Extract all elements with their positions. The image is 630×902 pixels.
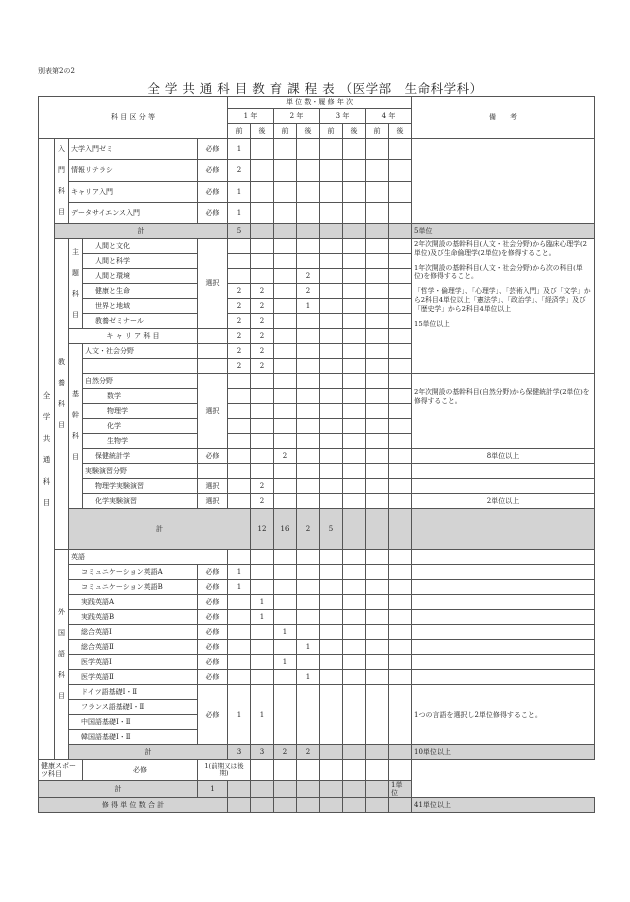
table-row: 化学実験演習 選択 2 2単位以上	[39, 494, 595, 509]
term-header: 後	[251, 124, 274, 139]
table-row	[39, 239, 595, 254]
vertical-char: 目	[72, 453, 79, 461]
term-header: 前	[320, 124, 343, 139]
req-type: 選択	[198, 494, 228, 509]
table-row: 総合英語Ⅰ 必修 1	[39, 625, 595, 640]
table-row: 医学英語Ⅰ 必修 1	[39, 655, 595, 670]
note-text: 「哲学・倫理学」、「心理学」、「芸術入門」及び「文学」から2科目4単位以上「憲法学」、「政治学」、「経済学」及び「歴史学」から2科目4単位以上	[414, 287, 591, 313]
vertical-char: 科	[72, 432, 79, 440]
vertical-char: 門	[58, 166, 65, 174]
vertical-char: 語	[58, 650, 65, 659]
vertical-char: 科	[58, 400, 65, 409]
kikan-label	[69, 344, 83, 509]
note-text: 2単位以上	[412, 494, 595, 509]
req-type: 必修	[198, 580, 228, 595]
page-title: 全 学 共 通 科 目 教 育 課 程 表 （医学部 生命科学科）	[147, 81, 483, 96]
subtotal-row: 計 12 16 2 5	[39, 509, 595, 550]
year4-header: 4 年	[366, 109, 412, 124]
course-group: 実験演習分野	[83, 464, 198, 479]
table-row: 健康と生命 2 2 2	[39, 284, 595, 299]
table-row: 基 幹 科 目 人文・社会分野 2 2	[39, 344, 595, 359]
vertical-char: 目	[42, 498, 51, 508]
course-group: 英語	[69, 550, 228, 565]
unit-cell: 1	[228, 181, 251, 202]
table-row: 物理学実験演習 選択 2	[39, 479, 595, 494]
req-type: 必修	[198, 202, 228, 223]
vertical-char: 科	[58, 187, 65, 195]
vertical-char: 科	[72, 289, 79, 298]
course-name: 情報リテラシ	[69, 160, 198, 181]
course-name: コミュニケーション英語B	[69, 580, 198, 595]
gaikoku-label	[55, 550, 69, 760]
course-name: 医学英語Ⅱ	[69, 670, 198, 685]
units-header: 単 位 数・履 修 年 次	[228, 97, 412, 109]
course-name: ドイツ語基礎Ⅰ・Ⅱ	[69, 685, 198, 700]
table-row: 実践英語A 必修 1	[39, 595, 595, 610]
page-number: 別表第2の2	[38, 67, 75, 75]
course-name: 物理学実験演習	[83, 479, 198, 494]
req-type: 必修	[198, 685, 228, 745]
course-name: 世界と地域	[83, 299, 198, 314]
course-name: 健康スポーツ科目	[39, 760, 83, 781]
course-name: フランス語基礎Ⅰ・Ⅱ	[69, 700, 198, 715]
course-name: 化学	[83, 419, 198, 434]
note-text: 8単位以上	[412, 449, 595, 464]
req-type: 必修	[198, 449, 228, 464]
header-row-1	[39, 97, 595, 109]
term-header: 前	[228, 124, 251, 139]
table-row: ドイツ語基礎Ⅰ・Ⅱ 必修 1 1 1つの言語を選択し2単位修得すること。	[39, 685, 595, 700]
table-row: キ ャ リ ア 科 目 2 2	[39, 329, 595, 344]
vertical-char: 目	[58, 692, 65, 701]
zenkyo-label	[39, 139, 55, 760]
vertical-char: 科	[42, 476, 51, 486]
req-type: 必修	[198, 160, 228, 181]
course-name: 中国語基礎Ⅰ・Ⅱ	[69, 715, 198, 730]
vertical-char: 国	[58, 629, 65, 638]
table-row: 総合英語Ⅱ 必修 1	[39, 640, 595, 655]
unit-cell: 5	[228, 224, 251, 239]
table-row: 世界と地域 2 2 1	[39, 299, 595, 314]
lang-note: 1つの言語を選択し2単位修得すること。	[412, 685, 595, 745]
subtotal-label: 計	[69, 745, 228, 760]
course-name: 健康と生命	[83, 284, 198, 299]
note-text: 1年次開設の基幹科目(人文・社会分野)から次の科目(単位)を修得すること。	[414, 263, 583, 281]
course-name: 総合英語Ⅱ	[69, 640, 198, 655]
course-name: 化学実験演習	[83, 494, 198, 509]
course-name: 人間と環境	[83, 269, 198, 284]
course-name: キ ャ リ ア 科 目	[69, 329, 198, 344]
year2-header: 2 年	[274, 109, 320, 124]
table-row: 人間と環境 2	[39, 269, 595, 284]
note-text: 15単位以上	[414, 319, 450, 328]
req-type: 必修	[198, 610, 228, 625]
req-type: 必修	[198, 640, 228, 655]
req-type: 必修	[198, 565, 228, 580]
req-type: 選択	[198, 239, 228, 329]
grand-total-label: 修 得 単 位 数 合 計	[39, 798, 228, 813]
term-header: 後	[389, 124, 412, 139]
req-type: 必修	[198, 670, 228, 685]
vertical-char: 全	[42, 390, 51, 400]
vertical-char: 共	[42, 433, 51, 443]
vertical-char: 科	[58, 671, 65, 680]
table-row: 教養ゼミナール 2 2	[39, 314, 595, 329]
unit-cell: 2	[228, 160, 251, 181]
vertical-char: 幹	[72, 411, 79, 419]
remarks-header: 備 考	[412, 97, 595, 139]
table-row: 保健統計学 必修 2 8単位以上	[39, 449, 595, 464]
vertical-char: 養	[58, 379, 65, 388]
subtotal-label: 計	[69, 509, 251, 550]
subtotal-note: 5単位	[412, 224, 595, 239]
curriculum-table	[38, 96, 595, 813]
term-header: 前	[366, 124, 389, 139]
course-name: 実践英語B	[69, 610, 198, 625]
table-row	[39, 464, 595, 479]
table-row	[39, 202, 595, 223]
req-type: 必修	[198, 181, 228, 202]
theme-note	[412, 239, 595, 374]
table-row: コミュニケーション英語A 必修 1	[39, 565, 595, 580]
req-type: 選択	[198, 374, 228, 449]
vertical-char: 教	[58, 358, 65, 367]
table-row: 健康スポーツ科目 必修 1(前期又は後期)	[39, 760, 595, 781]
term-header: 後	[343, 124, 366, 139]
term-header: 前	[274, 124, 297, 139]
term-header: 後	[297, 124, 320, 139]
grand-total-row	[39, 798, 595, 813]
vertical-char: 基	[72, 390, 79, 398]
table-row	[39, 181, 595, 202]
subtotal-row: 計 1 1単位	[39, 781, 595, 798]
course-name: 実践英語A	[69, 595, 198, 610]
course-name: 教養ゼミナール	[83, 314, 198, 329]
subtotal-label: 計	[55, 224, 228, 239]
course-name: 生物学	[83, 434, 198, 449]
course-name: データサイエンス入門	[69, 202, 198, 223]
theme-label	[69, 239, 83, 329]
course-name: 人間と科学	[83, 254, 198, 269]
course-name: 数学	[83, 389, 198, 404]
req-type: 必修	[198, 655, 228, 670]
year3-header: 3 年	[320, 109, 366, 124]
table-row	[39, 374, 595, 389]
table-row	[39, 160, 595, 181]
vertical-char: 目	[72, 310, 79, 319]
course-name: コミュニケーション英語A	[69, 565, 198, 580]
natural-note: 2年次開設の基幹科目(自然分野)から保健統計学(2単位)を修得すること。	[412, 374, 595, 449]
course-name: 物理学	[83, 404, 198, 419]
course-name: 韓国語基礎Ⅰ・Ⅱ	[69, 730, 198, 745]
req-type: 必修	[198, 139, 228, 160]
course-name: 総合英語Ⅰ	[69, 625, 198, 640]
table-row: コミュニケーション英語B 必修 1	[39, 580, 595, 595]
course-name: 人間と文化	[83, 239, 198, 254]
vertical-char: 目	[58, 208, 65, 216]
vertical-char: 目	[58, 421, 65, 430]
grand-total-note: 41単位以上	[412, 798, 595, 813]
vertical-char: 入	[58, 145, 65, 153]
req-type: 必修	[198, 625, 228, 640]
course-name: 大学入門ゼミ	[69, 139, 198, 160]
subtotal-row	[39, 224, 595, 239]
table-row	[39, 139, 595, 160]
course-name: 人文・社会分野	[83, 344, 198, 359]
unit-cell: 1	[228, 139, 251, 160]
course-name: 医学英語Ⅰ	[69, 655, 198, 670]
category-header: 科 目 区 分 等	[39, 97, 228, 139]
kyoyo-label	[55, 239, 69, 550]
table-row: 実践英語B 必修 1	[39, 610, 595, 625]
course-name: 保健統計学	[83, 449, 198, 464]
subtotal-row: 計 3 3 2 2 10単位以上	[39, 745, 595, 760]
note-text: 2年次開設の基幹科目(人文・社会分野)から臨床心理学(2単位)及び生命倫理学(2単位)を修得すること。	[414, 240, 587, 257]
subtotal-note: 10単位以上	[412, 745, 595, 760]
year1-header: 1 年	[228, 109, 274, 124]
table-row: 医学英語Ⅱ 必修 1	[39, 670, 595, 685]
vertical-char: 題	[72, 268, 79, 277]
vertical-char: 通	[42, 455, 51, 465]
table-row	[39, 550, 595, 565]
intro-label	[55, 139, 69, 224]
table-row: 2 2	[39, 359, 595, 374]
unit-cell: 1	[228, 202, 251, 223]
course-name: 自然分野	[83, 374, 198, 389]
subtotal-label: 計	[39, 781, 198, 798]
vertical-char: 主	[72, 247, 79, 256]
vertical-char: 外	[58, 608, 65, 617]
req-type: 必修	[198, 595, 228, 610]
subtotal-note: 1単位	[389, 781, 412, 798]
req-type: 必修	[83, 760, 198, 781]
course-name: キャリア入門	[69, 181, 198, 202]
req-type: 選択	[198, 479, 228, 494]
vertical-char: 学	[42, 412, 51, 422]
